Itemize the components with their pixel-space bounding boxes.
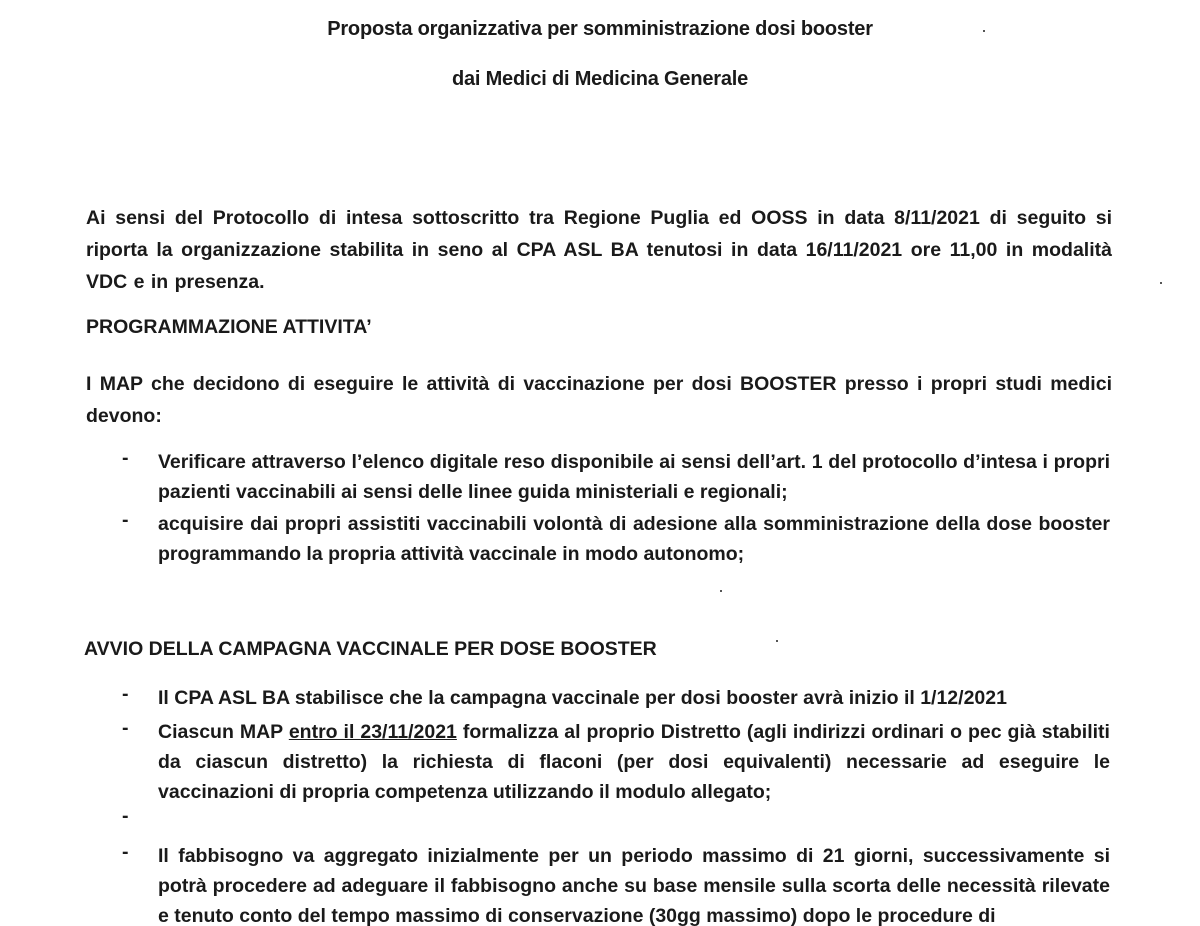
section2-list-item-4: Il fabbisogno va aggregato inizialmente per un periodo massimo di 21 giorni, successivamente si potrà procedere ad adeguare il fabbisogno anche su base mensile sulla scorta delle necessità rilevate e tenuto conto del tempo massimo di conservazione (30gg massimo) dopo le procedure di [158, 845, 1110, 926]
section-heading-avvio: AVVIO DELLA CAMPAGNA VACCINALE PER DOSE BOOSTER [84, 638, 657, 660]
section-heading-programmazione: PROGRAMMAZIONE ATTIVITA’ [86, 316, 372, 338]
document-title-line-1: Proposta organizzativa per somministrazione dosi booster [327, 18, 873, 40]
bullet-marker: - [122, 805, 129, 827]
deadline-date-underlined: entro il 23/11/2021 [288, 721, 457, 743]
scan-speck [1160, 282, 1162, 284]
bullet-marker: - [122, 717, 129, 739]
bullet-marker: - [122, 683, 129, 705]
item2-text-end: formalizza al proprio Distretto (agli indirizzi ordinari o pec già stabiliti da ciascun distretto) la richiesta di flaconi (per dosi equivalenti) necessarie ad eseguire le vaccinazioni di propria competenza utilizzando il modulo allegato; [158, 721, 1110, 803]
section1-list-item-1: Verificare attraverso l’elenco digitale reso disponibile ai sensi dell’art. 1 del protocollo d’intesa i propri pazienti vaccinabili ai sensi delle linee guida ministeriali e regionali; [158, 451, 1110, 503]
scan-speck [983, 30, 985, 32]
section1-lead-paragraph: I MAP che decidono di eseguire le attività di vaccinazione per dosi BOOSTER presso i propri studi medici devono: [86, 373, 1112, 427]
bullet-marker: - [122, 509, 129, 531]
intro-paragraph: Ai sensi del Protocollo di intesa sottoscritto tra Regione Puglia ed OOSS in data 8/11/2021 di seguito si riporta la organizzazione stabilita in seno al CPA ASL BA tenutosi in data 16/11/2021 ore 11,00 in modalità VDC e in presenza. [86, 207, 1112, 293]
section2-list-item-1: Il CPA ASL BA stabilisce che la campagna vaccinale per dosi booster avrà inizio il 1/12/2021 [158, 687, 1007, 709]
document-title-line-2: dai Medici di Medicina Generale [451, 68, 749, 90]
bullet-marker: - [122, 841, 129, 863]
section1-list-item-2: acquisire dai propri assistiti vaccinabili volontà di adesione alla somministrazione della dose booster programmando la propria attività vaccinale in modo autonomo; [158, 513, 1110, 565]
scan-speck [776, 640, 778, 642]
item2-text-start: Ciascun MAP [158, 721, 289, 743]
section2-list-item-2 [158, 717, 1110, 807]
scan-speck [720, 590, 722, 592]
bullet-marker: - [122, 447, 129, 469]
